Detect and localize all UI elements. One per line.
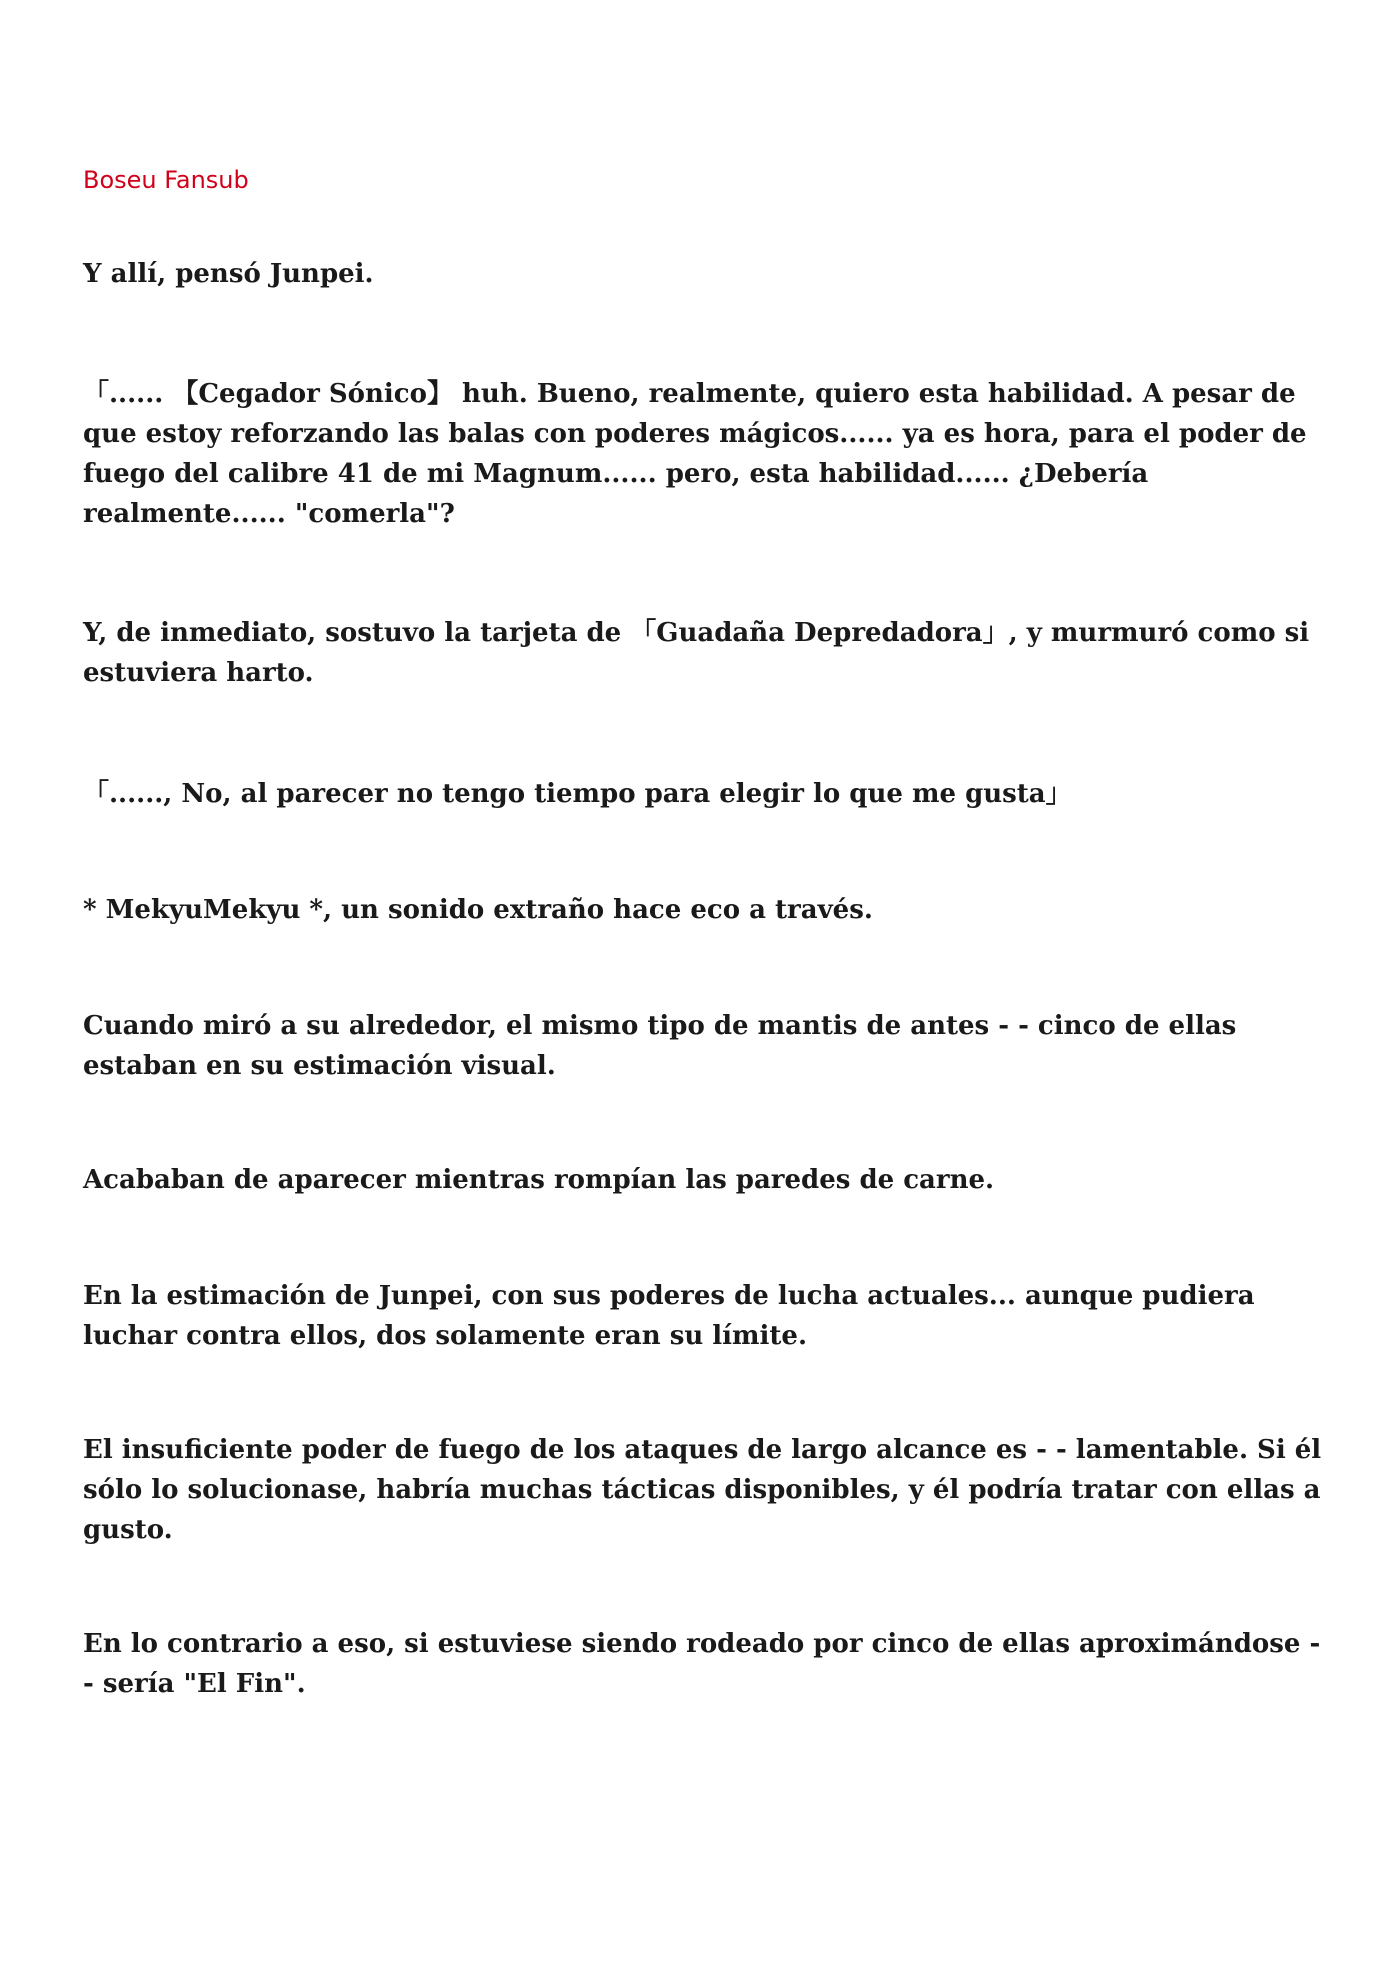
paragraph: Cuando miró a su alrededor, el mismo tipo de mantis de antes - - cinco de ellas estaban en su estimación visual.: [83, 1011, 1237, 1081]
fansub-header: Boseu Fansub: [83, 166, 249, 194]
paragraph: 「...... 【Cegador Sónico】 huh. Bueno, realmente, quiero esta habilidad. A pesar de que estoy reforzando las balas con poderes mágicos...... ya es hora, para el poder de fuego del calibre 41 de mi Magnum...... pero, esta habilidad...... ¿Debería realmente...... "comerla"?: [83, 379, 1307, 529]
paragraph: En lo contrario a eso, si estuviese siendo rodeado por cinco de ellas aproximándose - - sería "El Fin".: [83, 1629, 1321, 1699]
paragraph: Acababan de aparecer mientras rompían las paredes de carne.: [83, 1165, 995, 1195]
paragraph: En la estimación de Junpei, con sus poderes de lucha actuales... aunque pudiera luchar contra ellos, dos solamente eran su límite.: [83, 1281, 1255, 1351]
paragraph: 「......, No, al parecer no tengo tiempo para elegir lo que me gusta」: [83, 779, 1072, 809]
paragraph: Y allí, pensó Junpei.: [83, 259, 374, 289]
paragraph: El insuficiente poder de fuego de los ataques de largo alcance es - - lamentable. Si él sólo lo solucionase, habría muchas tácticas disponibles, y él podría tratar con ellas a gusto.: [83, 1435, 1322, 1545]
paragraph: * MekyuMekyu *, un sonido extraño hace eco a través.: [83, 895, 873, 925]
paragraph: Y, de inmediato, sostuvo la tarjeta de 「Guadaña Depredadora」, y murmuró como si estuviera harto.: [83, 618, 1310, 688]
